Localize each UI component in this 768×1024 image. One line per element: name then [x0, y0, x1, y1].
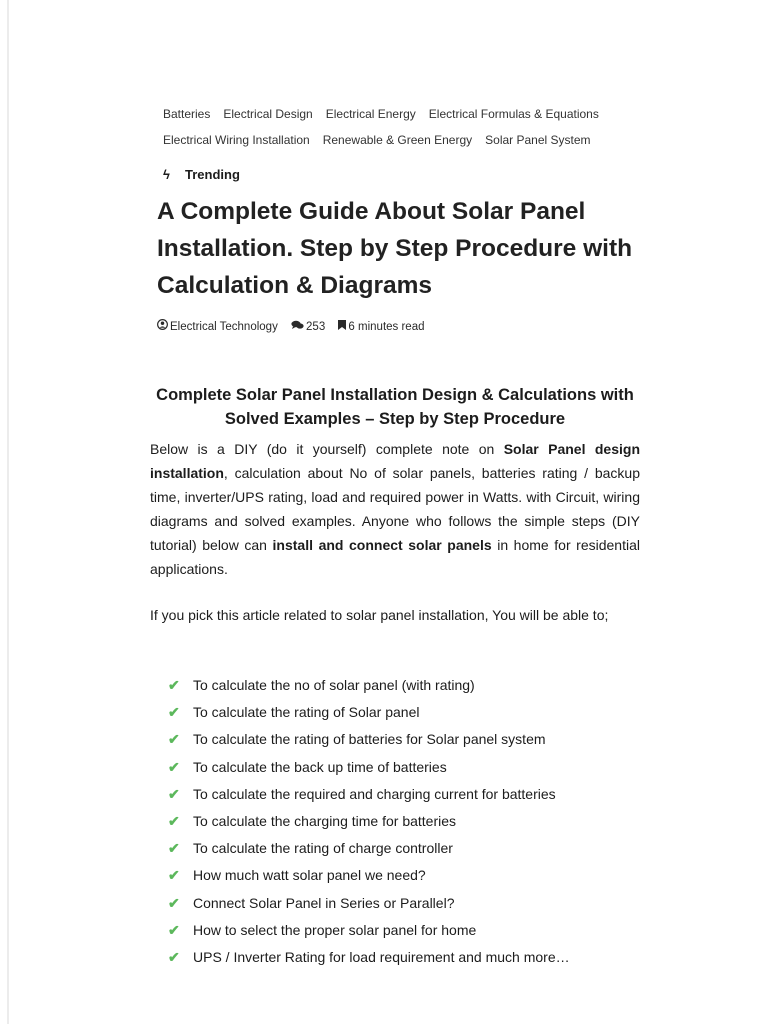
list-item	[168, 808, 638, 835]
list-item	[168, 781, 638, 808]
list-item-text: Connect Solar Panel in Series or Parallel?	[193, 894, 455, 911]
category-link[interactable]: Renewable & Green Energy	[322, 133, 473, 147]
check-icon: ✔	[168, 785, 180, 802]
trending-label[interactable]	[163, 167, 240, 182]
author-name: Electrical Technology	[170, 321, 278, 333]
list-item-text: How to select the proper solar panel for home	[193, 921, 477, 938]
section-subheading: Complete Solar Panel Installation Design & Calculations with Solved Examples – Step by Step Procedure	[156, 386, 634, 428]
comments-link[interactable]	[291, 320, 325, 333]
list-item	[168, 726, 638, 753]
category-link[interactable]: Electrical Formulas & Equations	[428, 107, 599, 121]
check-icon: ✔	[168, 677, 180, 693]
read-time-text: 6 minutes read	[348, 321, 425, 333]
category-link[interactable]: Electrical Design	[223, 107, 313, 121]
author-link[interactable]	[157, 319, 278, 333]
list-item	[168, 672, 638, 699]
article-title: A Complete Guide About Solar Panel Installation. Step by Step Procedure with Calculation & Diagrams	[157, 198, 633, 299]
category-links	[163, 101, 643, 153]
category-link[interactable]: Electrical Wiring Installation	[163, 133, 310, 147]
article-meta	[157, 319, 435, 333]
intro-text: in home for residential applications.	[150, 537, 640, 577]
comments-count: 253	[306, 321, 326, 333]
check-icon: ✔	[168, 867, 180, 884]
check-icon: ✔	[168, 894, 180, 911]
intro-text: , calculation about No of solar panels, batteries rating / backup time, inverter/UPS rating, load and required power in Watts. with Circuit, wiring diagrams and solved examples. Anyone who follows the simple steps (DIY tutorial) below can	[150, 465, 640, 553]
list-item-text: To calculate the back up time of batteries	[193, 758, 447, 775]
list-item	[168, 835, 638, 862]
check-icon: ✔	[168, 812, 180, 829]
bookmark-icon	[338, 320, 346, 333]
read-time	[338, 320, 424, 333]
list-item-text: To calculate the rating of charge controller	[193, 840, 453, 857]
category-link[interactable]: Electrical Energy	[325, 107, 416, 121]
category-link[interactable]: Solar Panel System	[485, 133, 591, 147]
pick-paragraph: If you pick this article related to solar panel installation, You will be able to;	[150, 607, 609, 623]
list-item-text: UPS / Inverter Rating for load requirement and much more…	[193, 948, 570, 965]
comments-icon	[291, 320, 304, 333]
lightning-bolt-icon: ϟ	[163, 167, 170, 182]
list-item-text: To calculate the charging time for batteries	[193, 812, 457, 829]
check-icon: ✔	[168, 704, 180, 721]
list-item-text: To calculate the rating of Solar panel	[193, 704, 420, 721]
list-item	[168, 862, 638, 889]
intro-paragraph	[150, 437, 640, 581]
list-item	[168, 890, 638, 917]
list-item	[168, 944, 638, 971]
check-icon: ✔	[168, 758, 180, 775]
user-circle-icon	[157, 319, 168, 333]
list-item	[168, 754, 638, 781]
list-item-text: How much watt solar panel we need?	[193, 867, 426, 884]
list-item-text: To calculate the required and charging current for batteries	[193, 785, 556, 802]
intro-bold: install and connect solar panels	[272, 537, 492, 553]
benefits-checklist	[168, 672, 638, 971]
check-icon: ✔	[168, 948, 180, 965]
list-item-text: To calculate the no of solar panel (with rating)	[193, 677, 475, 693]
list-item	[168, 917, 638, 944]
list-item-text: To calculate the rating of batteries for Solar panel system	[193, 731, 546, 748]
intro-text: Below is a DIY (do it yourself) complete note on	[150, 441, 504, 457]
check-icon: ✔	[168, 731, 180, 748]
check-icon: ✔	[168, 921, 180, 938]
check-icon: ✔	[168, 840, 180, 857]
list-item	[168, 699, 638, 726]
trending-text: Trending	[185, 167, 240, 182]
category-link[interactable]: Batteries	[163, 107, 211, 121]
intro-bold: Solar Panel design installation	[150, 441, 640, 481]
